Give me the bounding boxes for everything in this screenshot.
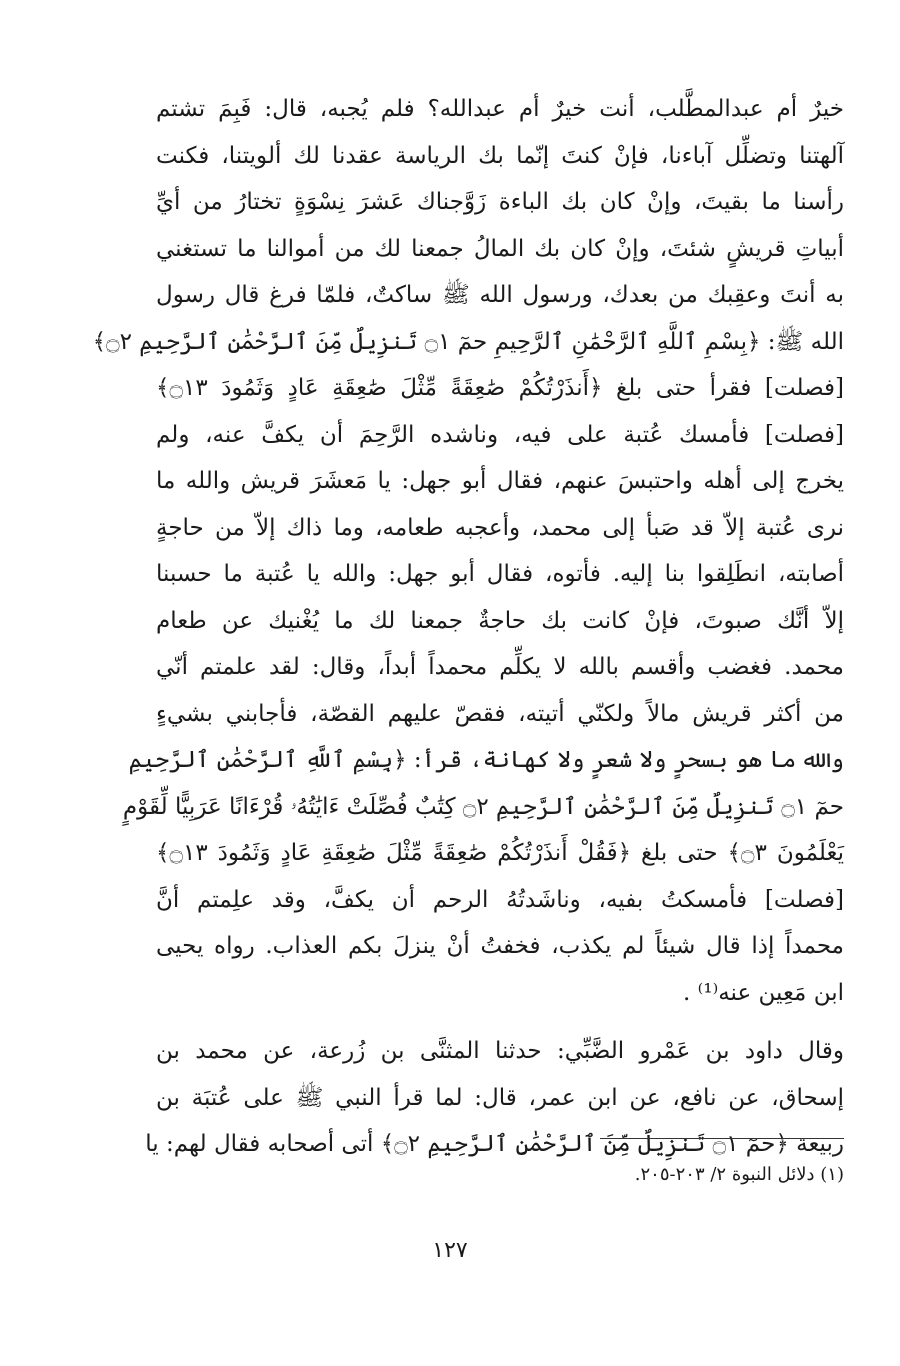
text-line: حمٓ ۝١ تَنزِيلٌ مِّنَ ٱلرَّحْمَٰنِ ٱلرَّحِيمِ ۝٢ كِتَٰبٌ فُصِّلَتْ ءَايَٰتُهُۥ قُرْءَانًا عَرَبِيًّا لِّقَوْمٍ (122, 793, 844, 820)
paragraph-1 (92, 86, 845, 1016)
text-line: إلاّ أنَّك صبوتَ، فإنْ كانت بك حاجةٌ جمعنا لك ما يُغْنيك عن طعام (156, 607, 844, 634)
text-line: نرى عُتبة إلاّ قد صَبأ إلى محمد، وأعجبه طعامه، وما ذاك إلاّ من حاجةٍ (156, 514, 844, 541)
text-line: والله ما هو بسحرٍ ولا شعرٍ ولا كهانة، قرأ: ﴿بِسْمِ ٱللَّهِ ٱلرَّحْمَٰنِ ٱلرَّحِيمِ (128, 747, 844, 773)
page-number: ١٢٧ (432, 1238, 468, 1263)
text-line: [فصلت] فقرأ حتى بلغ ﴿أَنذَرْتُكُمْ صَٰعِقَةً مِّثْلَ صَٰعِقَةِ عَادٍ وَثَمُودَ ۝١٣﴾ (156, 375, 844, 401)
text-line: الله ﷺ: ﴿بِسْمِ ٱللَّهِ ٱلرَّحْمَٰنِ ٱلرَّحِيمِ حمٓ ۝١ تَنزِيلٌ مِّنَ ٱلرَّحْمَٰنِ ٱلرَّحِيمِ ۝٢﴾ (92, 328, 844, 355)
text-line: به أنتَ وعقِبك من بعدك، ورسول الله ﷺ ساكتٌ، فلمّا فرغ قال رسول (156, 282, 844, 308)
text-line: [فصلت] فأمسكتُ بفيه، وناشَدتُهُ الرحم أن يكفَّ، وقد علِمتم أنَّ (156, 886, 844, 913)
paragraph-2 (145, 1028, 844, 1168)
text-line: [فصلت] فأمسك عُتبة على فيه، وناشده الرَّحِمَ أن يكفَّ عنه، ولم (156, 421, 844, 448)
footnote-divider (600, 1138, 844, 1139)
text-line: ربيعة ﴿حمٓ ۝١ تَنزِيلٌ مِّنَ ٱلرَّحْمَٰنِ ٱلرَّحِيمِ ۝٢﴾ أتى أصحابه فقال لهم: يا (145, 1131, 844, 1157)
text-line: أبياتِ قريشٍ شئتَ، وإنْ كان بك المالُ جمعنا لك من أموالنا ما تستغني (156, 235, 844, 262)
footnote: (١) دلائل النبوة ٢/ ٢٠٣-٢٠٥. (634, 1164, 844, 1185)
main-text (92, 86, 845, 1168)
text-line: محمد. فغضب وأقسم بالله لا يكلِّم محمداً أبداً، وقال: لقد علمتم أنّي (156, 654, 844, 680)
text-line: يَعْلَمُونَ ۝٣﴾ حتى بلغ ﴿فَقُلْ أَنذَرْتُكُمْ صَٰعِقَةً مِّثْلَ صَٰعِقَةِ عَادٍ وَثَمُودَ ۝١٣﴾ (156, 840, 845, 866)
paragraph-gap (156, 1016, 844, 1028)
text-line: أصابته، انطَلِقوا بنا إليه. فأتوه، فقال أبو جهل: والله يا عُتبة ما حسبنا (156, 561, 844, 587)
text-line: رأسنا ما بقيتَ، وإنْ كان بك الباءة زَوَّجناك عَشرَ نِسْوَةٍ تختارُ من أيِّ (156, 189, 844, 215)
text-line: محمداً إذا قال شيئاً لم يكذب، فخفتُ أنْ ينزلَ بكم العذاب. رواه يحيى (156, 933, 844, 959)
text-line: خيرٌ أم عبدالمطَّلب، أنت خيرٌ أم عبدالله؟ فلم يُجبه، قال: فَبِمَ تشتم (156, 96, 844, 122)
text-line: وقال داود بن عَمْرو الضَّبِّي: حدثنا المثنَّى بن زُرعة، عن محمد بن (156, 1038, 844, 1064)
text-line: إسحاق، عن نافع، عن ابن عمر، قال: لما قرأ النبي ﷺ على عُتبَة بن (156, 1084, 844, 1111)
text-line: آلهتنا وتضلِّل آباءنا، فإنْ كنتَ إنّما بك الرياسة عقدنا لك ألويتنا، فكنت (156, 142, 844, 169)
text-line: يخرج إلى أهله واحتبسَ عنهم، فقال أبو جهل: يا مَعشَرَ قريش والله ما (156, 468, 844, 494)
text-line: من أكثر قريش مالاً ولكنّي أتيته، فقصّ عليهم القصّة، فأجابني بشيءٍ (156, 700, 844, 727)
text-line: ابن مَعِين عنه⁽¹⁾ . (683, 979, 844, 1006)
